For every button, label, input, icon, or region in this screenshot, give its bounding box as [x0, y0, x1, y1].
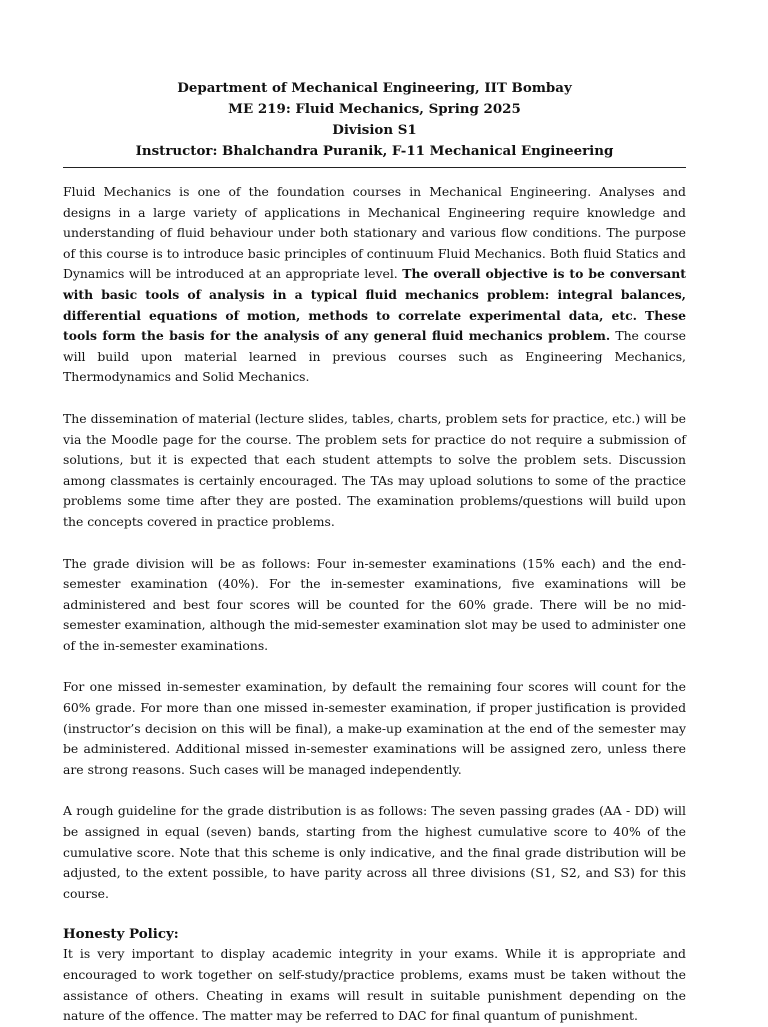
honesty-policy-title: Honesty Policy: — [63, 926, 179, 943]
document-page — [63, 78, 686, 1027]
intro-paragraph — [63, 182, 686, 388]
grade-division-paragraph: The grade division will be as follows: Four in-semester examinations (15% each) and the end-semester examination (40%). For the in-semester examinations, five examinations will be administered and best four scores will be counted for the 60% grade. There will be no mid-semester examination, although the mid-semester examination slot may be used to administer one of the in-semester examinations. — [63, 555, 686, 653]
header-instructor: Instructor: Bhalchandra Puranik, F-11 Mechanical Engineering — [135, 143, 614, 159]
grade-distribution-paragraph: A rough guideline for the grade distribution is as follows: The seven passing grades (AA - DD) will be assigned in equal (seven) bands, starting from the highest cumulative score to 40% of the cumulative score. Note that this scheme is only indicative, and the final grade distribution will be adjusted, to the extent possible, to have parity across all three divisions (S1, S2, and S3) for this course. — [63, 803, 686, 901]
header-divider — [63, 167, 686, 168]
intro-text-start: Fluid Mechanics is one of the foundation courses in Mechanical Engineering. Analyses and designs in a large variety of applications in Mechanical Engineering require knowledge and understanding of fluid behaviour under both stationary and various flow conditions. The purpose of this course is to introduce basic principles of continuum Fluid Mechanics. Both fluid Statics and Dynamics will be introduced at an appropriate level. — [63, 184, 686, 282]
header-course: ME 219: Fluid Mechanics, Spring 2025 — [228, 101, 521, 117]
intro-objective-bold: The overall objective is to be conversant with basic tools of analysis in a typical fluid mechanics problem: integral balances, differential equations of motion, methods to correlate experimental data, etc. These tools form the basis for the analysis of any general fluid mechanics problem. — [63, 266, 686, 344]
intro-text-end: The course will build upon material learned in previous courses such as Engineering Mechanics, Thermodynamics and Solid Mechanics. — [63, 328, 686, 385]
honesty-policy-paragraph: It is very important to display academic integrity in your exams. While it is appropriate and encouraged to work together on self-study/practice problems, exams must be taken without the assistance of others. Cheating in exams will result in suitable punishment depending on the nature of the offence. The matter may be referred to DAC for final quantum of punishment. — [63, 946, 686, 1024]
header-division: Division S1 — [332, 122, 417, 138]
dissemination-paragraph: The dissemination of material (lecture slides, tables, charts, problem sets for practice, etc.) will be via the Moodle page for the course. The problem sets for practice do not require a submission of solutions, but it is expected that each student attempts to solve the problem sets. Discussion among classmates is certainly encouraged. The TAs may upload solutions to some of the practice problems some time after they are posted. The examination problems/questions will build upon the concepts covered in practice problems. — [63, 410, 686, 529]
missed-exam-paragraph: For one missed in-semester examination, by default the remaining four scores will count for the 60% grade. For more than one missed in-semester examination, if proper justification is provided (instructor’s decision on this will be final), a make-up examination at the end of the semester may be administered. Additional missed in-semester examinations will be assigned zero, unless there are strong reasons. Such cases will be managed independently. — [63, 679, 686, 777]
document-header — [63, 78, 686, 162]
header-department: Department of Mechanical Engineering, IIT Bombay — [177, 80, 572, 96]
